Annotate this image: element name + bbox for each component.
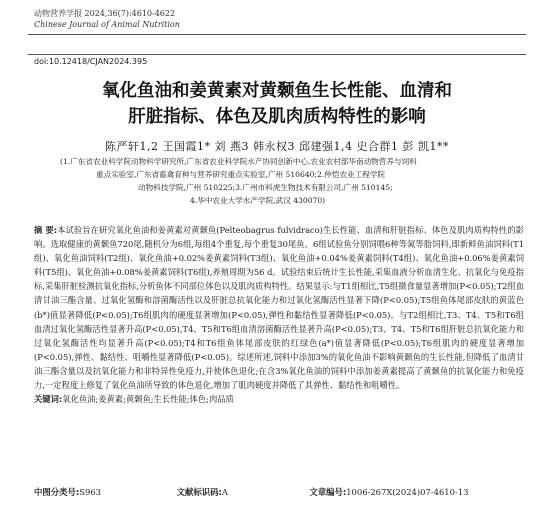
- abstract-text: 本试验旨在研究氧化鱼油和姜黄素对黄颡鱼(Pelteobagrus fulvidraco)生长性能、血清和肝脏指标、体色及肌肉质构特性的影响。选取健康的黄颡鱼720尾,随机分为6组,每组4个重复,每个重复30尾鱼。6组试验鱼分别饲喂6种等氮等脂饲料,即新鲜鱼油饲料(T1组)、氧化鱼油饲料(T2组)、氧化鱼油+0.02%姜黄素饲料(T3组)、氧化鱼油+0.04%姜黄素饲料(T4组)、氧化鱼油+0.06%姜黄素饲料(T5组)、氧化鱼油+0.08%姜黄素饲料(T6组),养殖周期为56 d。试验结束后统计生长性能,采集血液分析血清生化、抗氧化与免疫指标,采集肝脏检测抗氧化指标,分析鱼体不同部位体色以及肌肉质构特性。结果显示:与T1组相比,T5组摄食量显著增加(P<0.05);T2组血清甘油三酯含量、过氧化氢酶和溶菌酶活性以及肝脏总抗氧化能力和过氧化氢酶活性显著下降(P<0.05);T5组鱼体尾部皮肤的黄蓝色(b*)值显著降低(P<0.05);T6组肌肉的硬度显著增加(P<0.05),弹性和黏结性显著降低(P<0.05)。与T2组相比,T3、T4、T5和T6组血清过氧化氢酶活性显著升高(P<0.05),T4、T5和T6组血清溶菌酶活性显著升高(P<0.05);T3、T4、T5和T6组肝脏总抗氧化能力和过氧化氢酶活性均显著升高(P<0.05);T4和T6组鱼体尾部皮肤的红绿色(a*)值显著降低(P<0.05);T6组肌肉的硬度显著增加(P<0.05),弹性、黏结性、咀嚼性显著降低(P<0.05)。综述所述,饲料中添加3%的氧化鱼油不影响黄颡鱼的生长性能,但降低了血清甘油三酯含量以及抗氧化能力和非特异性免疫力,并使体色退化;在含3%氧化鱼油的饲料中添加姜黄素提高了黄颡鱼的抗氧化能力和免疫力,一定程度上修复了氧化鱼油所导致的体色退化,增加了肌肉硬度并降低了其弹性、黏结性和咀嚼性。: [34, 225, 524, 391]
- affiliations: [60, 155, 490, 207]
- classification-line: [34, 486, 468, 498]
- affiliation-line-2: 重点实验室,广东省畜禽育种与营养研究重点实验室,广州 510640;2.仲恺农业工程学院: [96, 170, 386, 179]
- abstract-label: 摘 要:: [34, 225, 58, 235]
- title-line-2: 肝脏指标、体色及肌肉质构特性的影响: [128, 107, 426, 127]
- paper-title: [40, 78, 514, 130]
- header-rule: [28, 34, 526, 35]
- doi-text[interactable]: doi:10.12418/CJAN2024.395: [34, 57, 148, 66]
- affiliation-line-1: (1.广东省农业科学院动物科学研究所,广东省农业科学院水产协同创新中心,农业农村部华南动物营养与饲料: [60, 157, 417, 166]
- keywords-label: 关键词:: [34, 394, 63, 405]
- affiliation-line-4: 4.华中农业大学水产学院,武汉 430070): [190, 196, 326, 205]
- doc-code-label: 文献标识码:: [176, 487, 222, 497]
- affiliation-line-3: 动物科技学院,广州 510225;3.广州市科虎生物技术有限公司,广州 510145;: [138, 183, 393, 192]
- title-line-1: 氧化鱼油和姜黄素对黄颡鱼生长性能、血清和: [102, 81, 452, 101]
- journal-header: [34, 8, 180, 30]
- doi-rule: [28, 54, 526, 55]
- clc-value: S963: [79, 487, 101, 497]
- clc-label: 中图分类号:: [34, 487, 80, 497]
- abstract: [34, 223, 524, 406]
- doc-code-value: A: [221, 487, 228, 497]
- author-list: 陈严轩1,2 王国霞1* 刘 燕3 韩永权3 邱建强1,4 史合群1 彭 凯1**: [105, 140, 449, 153]
- journal-name-cn: 动物营养学报 2024,36(7):4610-4622: [34, 9, 176, 18]
- keywords-text: 氧化鱼油;姜黄素;黄颡鱼;生长性能;体色;肉品质: [62, 394, 234, 405]
- article-no-value: 1006-267X(2024)07-4610-13: [346, 487, 469, 497]
- article-no-label: 文章编号:: [309, 487, 347, 497]
- journal-name-en: Chinese Journal of Animal Nutrition: [34, 20, 180, 29]
